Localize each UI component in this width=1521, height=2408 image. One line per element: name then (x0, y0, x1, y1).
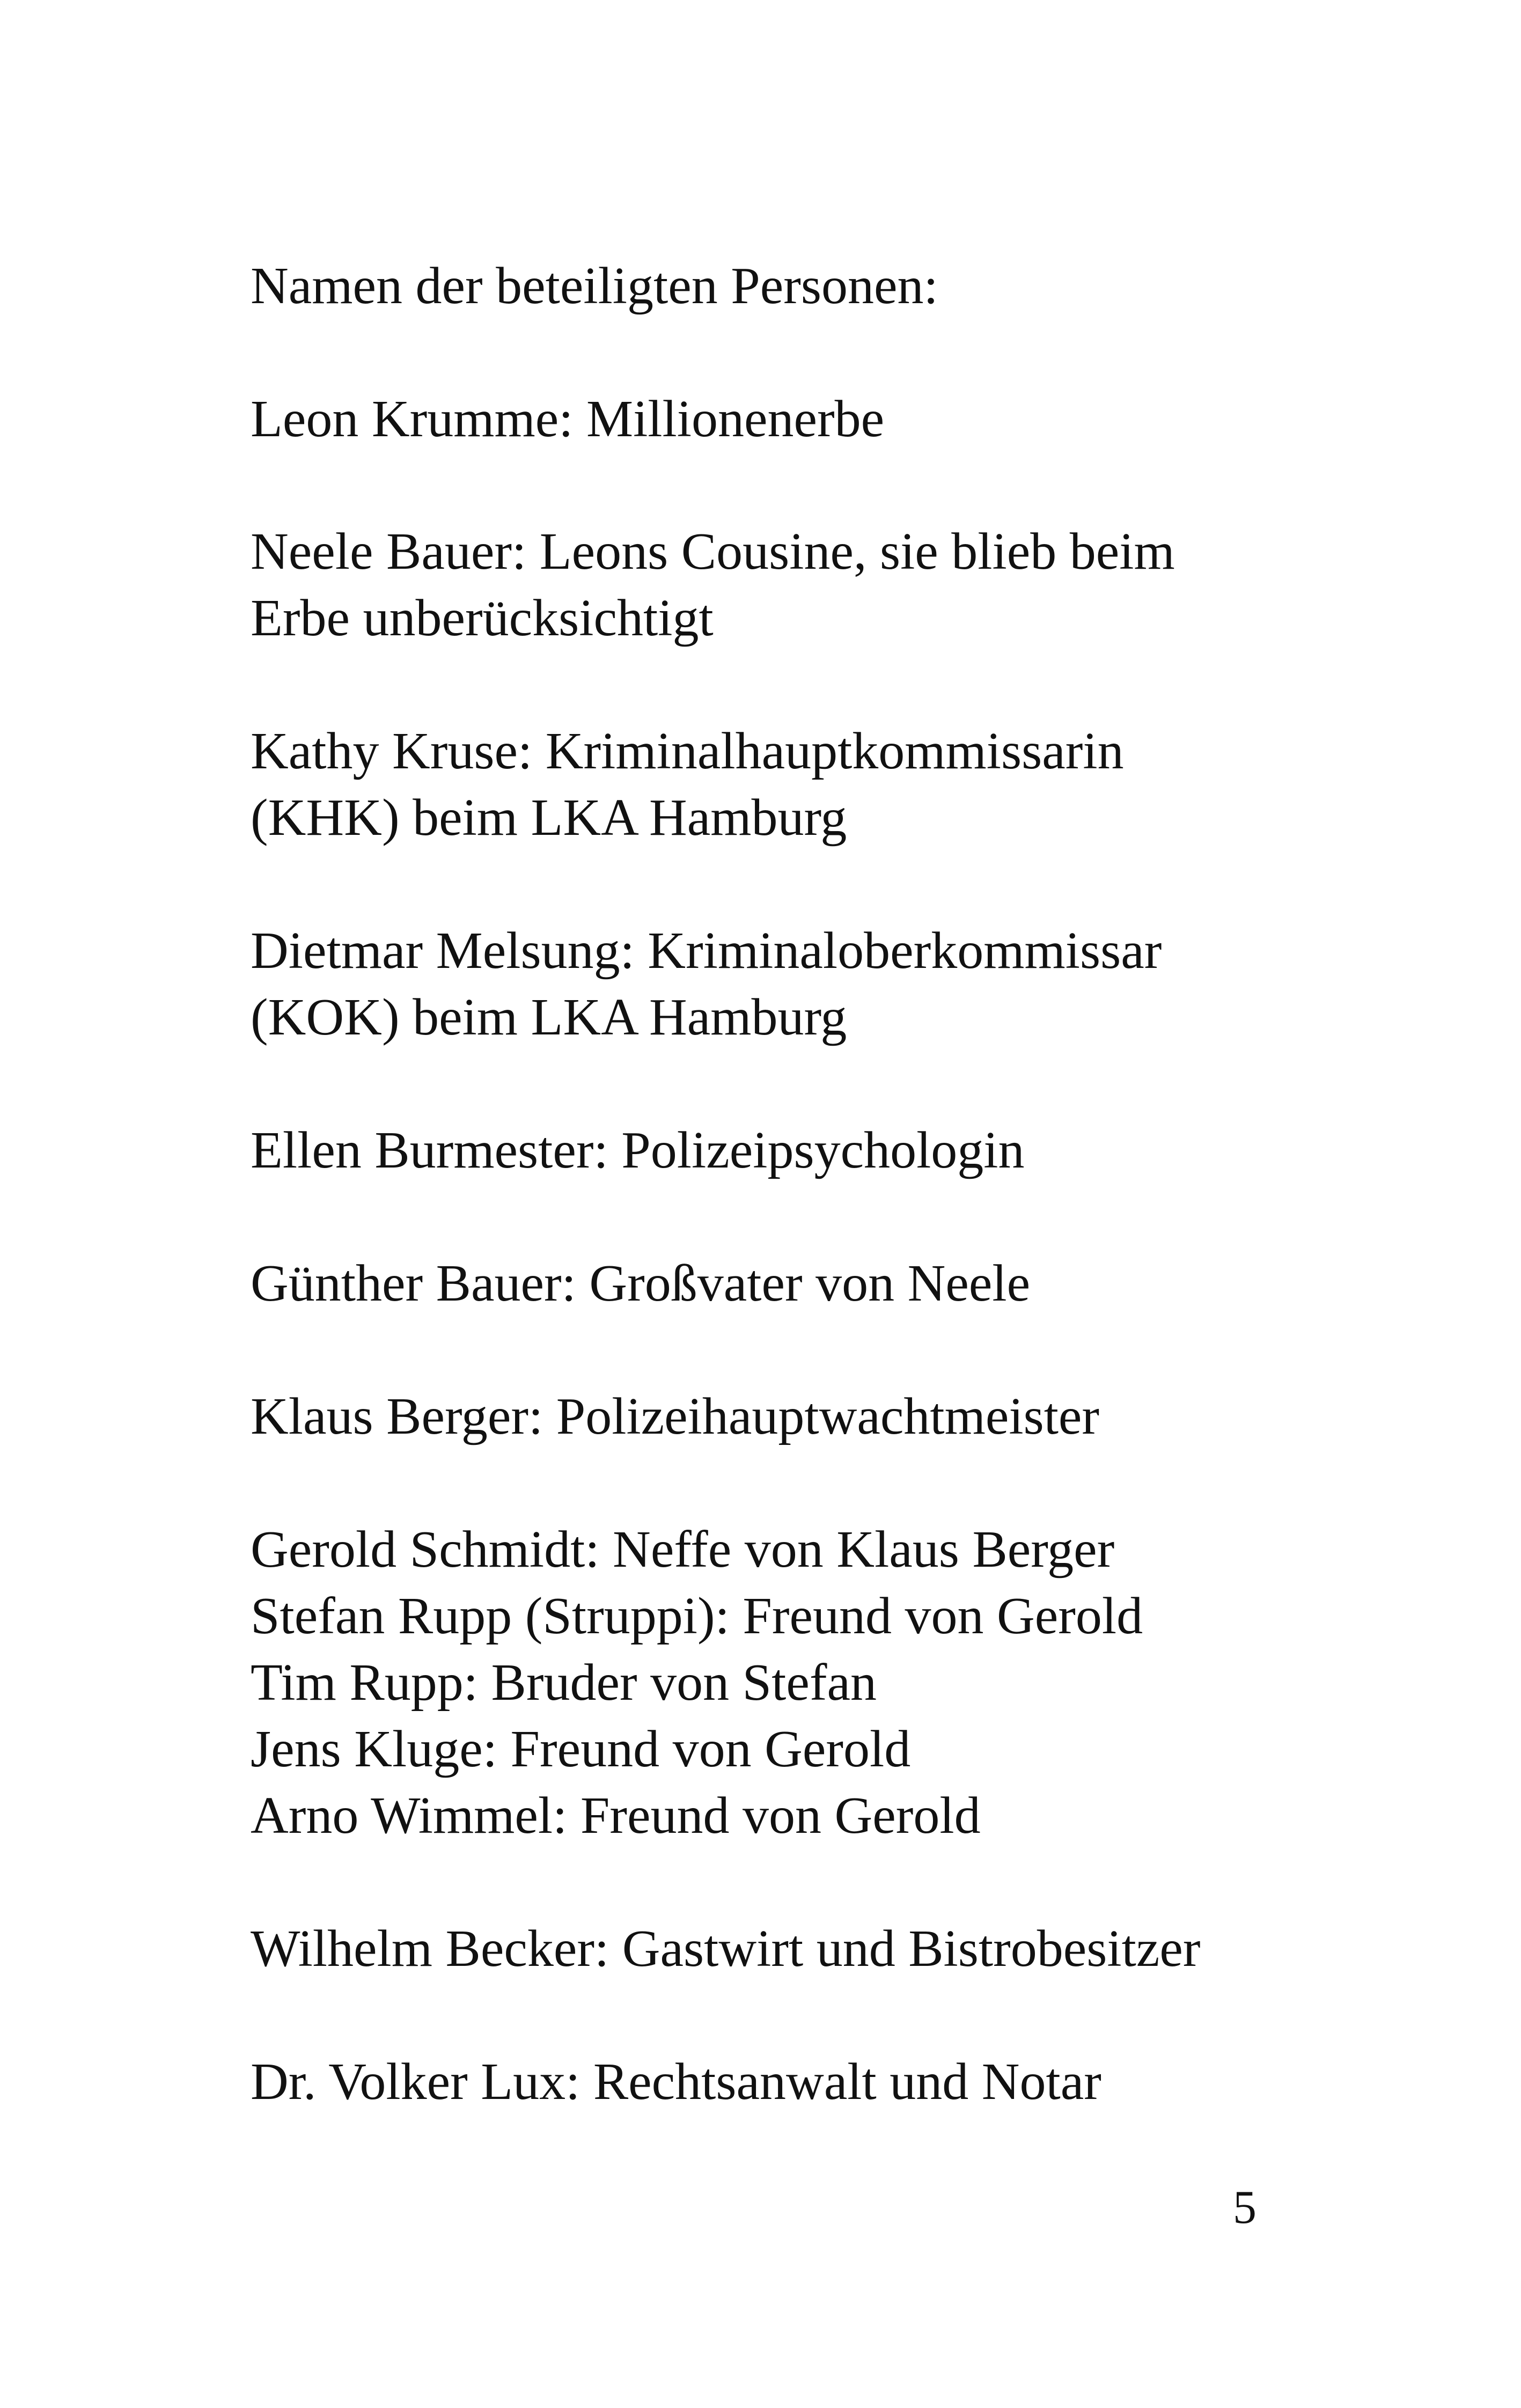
person-entry-neele-bauer-line1: Neele Bauer: Leons Cousine, sie blieb beim (251, 523, 1175, 581)
person-entry-stefan-rupp: Stefan Rupp (Struppi): Freund von Gerold (251, 1587, 1143, 1645)
person-entry-neele-bauer-line2: Erbe unberücksichtigt (251, 589, 714, 647)
person-entry-dietmar-melsung-line1: Dietmar Melsung: Kriminaloberkommissar (251, 922, 1162, 980)
page-heading: Namen der beteiligten Personen: (251, 257, 938, 315)
person-entry-kathy-kruse-line1: Kathy Kruse: Kriminalhauptkommissarin (251, 722, 1124, 780)
person-entry-leon-krumme: Leon Krumme: Millionenerbe (251, 390, 885, 448)
person-entry-ellen-burmester: Ellen Burmester: Polizeipsychologin (251, 1121, 1025, 1179)
person-entry-klaus-berger: Klaus Berger: Polizeihauptwachtmeister (251, 1387, 1100, 1445)
page-number: 5 (1233, 2182, 1257, 2234)
person-entry-kathy-kruse-line2: (KHK) beim LKA Hamburg (251, 789, 847, 847)
person-entry-guenther-bauer: Günther Bauer: Großvater von Neele (251, 1254, 1031, 1312)
person-entry-arno-wimmel: Arno Wimmel: Freund von Gerold (251, 1787, 981, 1845)
person-entry-dietmar-melsung-line2: (KOK) beim LKA Hamburg (251, 988, 847, 1046)
person-entry-tim-rupp: Tim Rupp: Bruder von Stefan (251, 1654, 877, 1712)
person-entry-volker-lux: Dr. Volker Lux: Rechtsanwalt und Notar (251, 2053, 1101, 2111)
person-entry-gerold-schmidt: Gerold Schmidt: Neffe von Klaus Berger (251, 1521, 1115, 1579)
person-entry-jens-kluge: Jens Kluge: Freund von Gerold (251, 1720, 911, 1778)
person-entry-wilhelm-becker: Wilhelm Becker: Gastwirt und Bistrobesitzer (251, 1920, 1201, 1978)
